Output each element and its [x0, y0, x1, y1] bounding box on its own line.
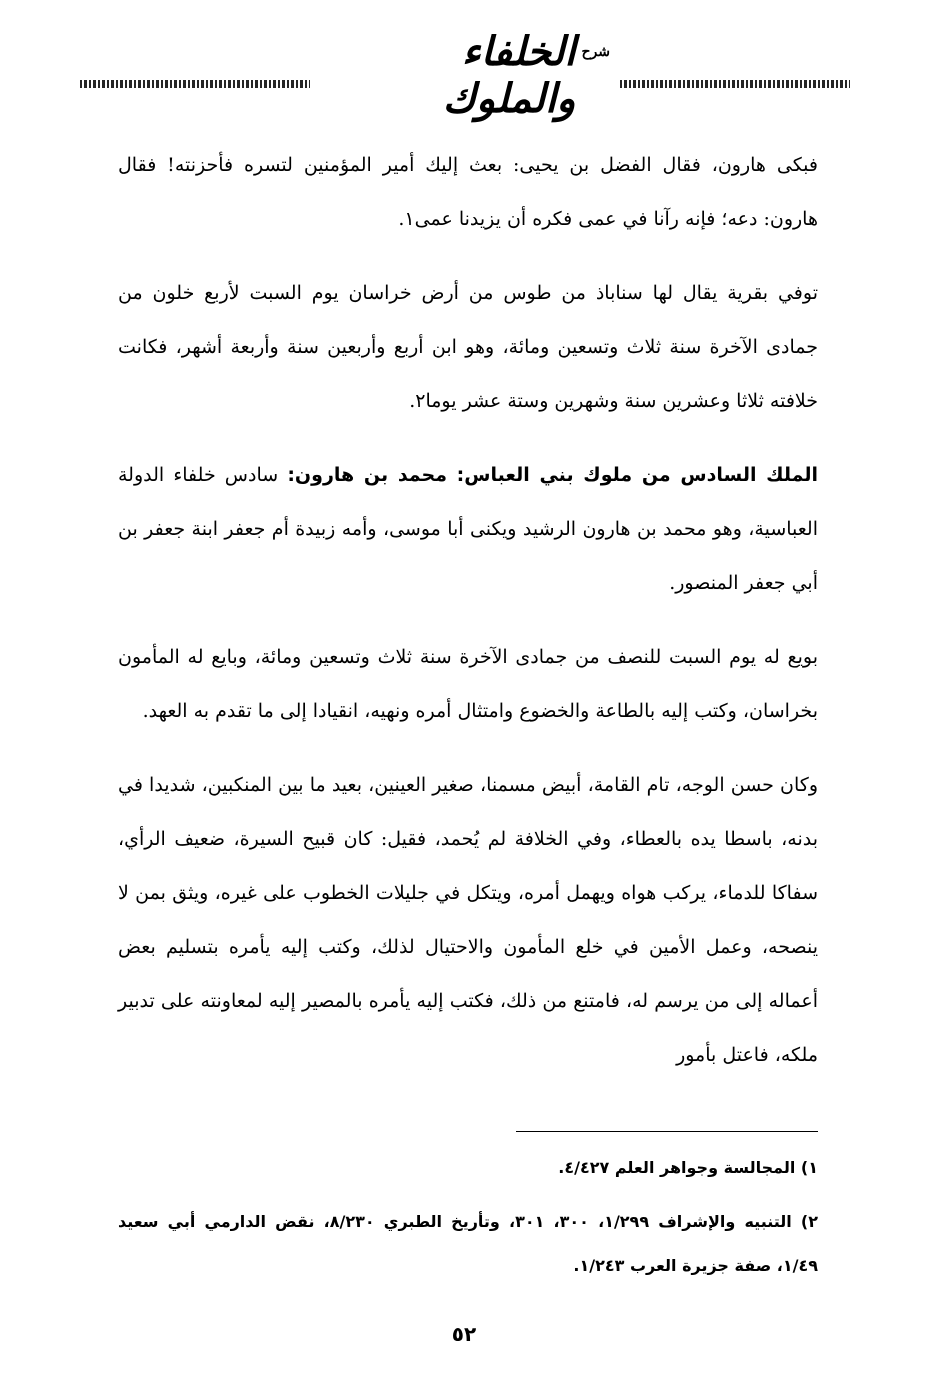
paragraph: توفي بقرية يقال لها سناباذ من طوس من أرض خراسان يوم السبت لأربع خلون من جمادى الآخرة سنة ثلاث وتسعين ومائة، وهو ابن أربع وأربعين سنة وأربعة أشهر، فكانت خلافته ثلاثا وعشرين سنة وشهرين وستة عشر يوما٢.: [118, 282, 818, 412]
footnote: ١) المجالسة وجواهر العلم ٤/٤٢٧.: [558, 1158, 818, 1177]
header-ornament-left: [80, 80, 310, 88]
header-ornament-right: [620, 80, 850, 88]
paragraph: وكان حسن الوجه، تام القامة، أبيض مسمنا، صغير العينين، بعيد ما بين المنكبين، شديدا في بدنه، باسطا يده بالعطاء، وفي الخلافة لم يُحمد، فقيل: كان قبيح السيرة، ضعيف الرأي، سفاكا للدماء، يركب هواه ويهمل أمره، ويتكل في جليلات الخطوب على غيره، ويثق بمن لا ينصحه، وعمل الأمين في خلع المأمون والاحتيال لذلك، وكتب إليه يأمره بتسليم بعض أعماله إلى من يرسم له، فامتنع من ذلك، فكتب إليه يأمره بالمصير إليه لمعاونته على تدبير ملكه، فاعتل بأمور: [118, 774, 818, 1066]
page-body: [118, 138, 818, 1082]
section-heading: الملك السادس من ملوك بني العباس: محمد بن هارون:: [287, 464, 818, 486]
paragraph-text: سادس خلفاء الدولة العباسية، وهو محمد بن هارون الرشيد ويكنى أبا موسى، وأمه زبيدة أم جعفر ابنة جعفر بن أبي جعفر المنصور.: [118, 464, 818, 594]
footnotes: [118, 1146, 818, 1288]
page-number: ٥٢: [451, 1322, 477, 1346]
paragraph: بويع له يوم السبت للنصف من جمادى الآخرة سنة ثلاث وتسعين ومائة، وبايع له المأمون بخراسان، وكتب إليه بالطاعة والخضوع وامتثال أمره ونهيه، انقيادا إلى ما تقدم به العهد.: [118, 646, 818, 722]
book-title-main: الخلفاء والملوك: [442, 28, 576, 122]
running-header: [80, 28, 850, 122]
paragraph: فبكى هارون، فقال الفضل بن يحيى: بعث إليك أمير المؤمنين لتسره فأحزنته! فقال هارون: دعه؛ فإنه رآنا في عمى فكره أن يزيدنا عمى١.: [118, 154, 818, 230]
footnote: ٢) التنبيه والإشراف ١/٢٩٩، ٣٠٠، ٣٠١، وتأريخ الطبري ٨/٢٣٠، نقض الدارمي أبي سعيد ١/٤٩، صفة جزيرة العرب ١/٢٤٣.: [118, 1212, 819, 1275]
book-title: [320, 28, 610, 122]
book-title-prefix: شرح: [581, 44, 610, 60]
footnote-divider: [516, 1131, 818, 1132]
paragraph-with-heading: [118, 448, 818, 610]
